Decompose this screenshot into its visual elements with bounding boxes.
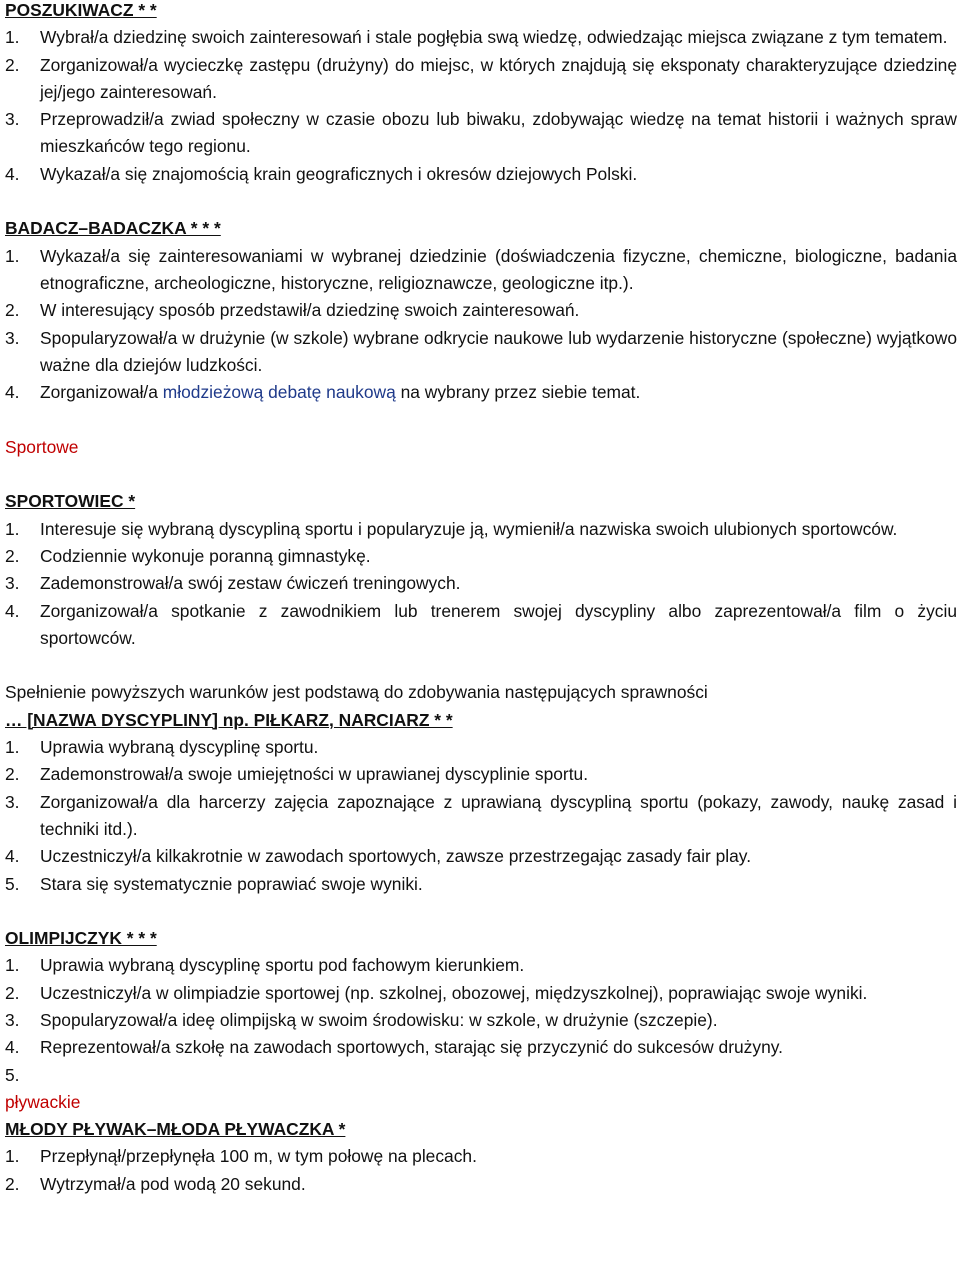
list-item: [5, 24, 957, 51]
item-text: Spopularyzował/a ideę olimpijską w swoim środowisku: w szkole, w drużynie (szczepie).: [40, 1009, 718, 1030]
list-item: [5, 243, 957, 298]
item-number: 2.: [5, 54, 20, 75]
item-text: Spopularyzował/a w drużynie (w szkole) wybrane odkrycie naukowe lub wydarzenie historyczne (społeczne) wyjątkowo ważne dla dziejów ludzkości.: [40, 327, 957, 375]
heading-olimpijczyk: OLIMPIJCZYK * * *: [5, 928, 157, 949]
item-number: 1.: [5, 1146, 20, 1167]
list-item: [5, 952, 957, 979]
list-item: [5, 570, 957, 597]
highlighted-phrase: młodzieżową debatę naukową: [162, 382, 396, 403]
heading-plywak: MŁODY PŁYWAK–MŁODA PŁYWACZKA *: [5, 1119, 346, 1140]
item-text: Reprezentował/a szkołę na zawodach sportowych, starając się przyczynić do sukcesów drużyny.: [40, 1037, 783, 1058]
list-item: [5, 1034, 957, 1061]
item-number: 4.: [5, 382, 20, 403]
item-number: 5.: [5, 1064, 20, 1085]
item-text: Zorganizował/a wycieczkę zastępu (drużyny) do miejsc, w których znajdują się eksponaty charakteryzujące dziedzinę jej/jego zainteresowań.: [40, 54, 957, 102]
item-number: 2.: [5, 764, 20, 785]
note-paragraph: Spełnienie powyższych warunków jest podstawą do zdobywania następujących sprawności: [5, 682, 708, 703]
list-item: [5, 1007, 957, 1034]
item-number: 3.: [5, 1009, 20, 1030]
spacer: [5, 652, 957, 679]
item-text: Wykazał/a się zainteresowaniami w wybranej dziedzinie (doświadczenia fizyczne, chemiczne, biologiczne, badania etnograficzne, archeologiczne, historyczne, religioznawcze, geologiczne itp.).: [40, 245, 957, 293]
item-number: 4.: [5, 846, 20, 867]
item-text: W interesujący sposób przedstawił/a dziedzinę swoich zainteresowań.: [40, 300, 580, 321]
list-item: [5, 843, 957, 870]
document-page: [5, 0, 957, 1198]
item-text: Przeprowadził/a zwiad społeczny w czasie obozu lub biwaku, zdobywając wiedzę na temat historii i ważnych spraw mieszkańców tego regionu.: [40, 109, 957, 157]
item-number: 1.: [5, 27, 20, 48]
item-text: Uprawia wybraną dyscyplinę sportu.: [40, 737, 319, 758]
section-heading-plywackie: pływackie: [5, 1091, 81, 1112]
item-number: 4.: [5, 163, 20, 184]
heading-dyscyplina: … [NAZWA DYSCYPLINY] np. PIŁKARZ, NARCIARZ * *: [5, 709, 453, 730]
list-item: [5, 52, 957, 107]
heading-sportowiec: SPORTOWIEC *: [5, 491, 136, 512]
list-item: [5, 1171, 957, 1198]
item-number: 1.: [5, 737, 20, 758]
item-number: 2.: [5, 545, 20, 566]
item-text: Uprawia wybraną dyscyplinę sportu pod fachowym kierunkiem.: [40, 955, 525, 976]
section-heading-sportowe: Sportowe: [5, 436, 79, 457]
list-item: [5, 761, 957, 788]
list-item: [5, 789, 957, 844]
item-number: 4.: [5, 1037, 20, 1058]
item-text: [40, 379, 957, 406]
item-text: Codziennie wykonuje poranną gimnastykę.: [40, 545, 371, 566]
list-item: [5, 980, 957, 1007]
item-number: 3.: [5, 573, 20, 594]
item-number: 3.: [5, 109, 20, 130]
item-number: 3.: [5, 791, 20, 812]
list-item: [5, 516, 957, 543]
item-number: 2.: [5, 300, 20, 321]
list-item: [5, 543, 957, 570]
list-item: [5, 1062, 957, 1089]
item-number: 5.: [5, 873, 20, 894]
item-text: Zademonstrował/a swój zestaw ćwiczeń treningowych.: [40, 573, 461, 594]
list-item: [5, 325, 957, 380]
item-text: Wytrzymał/a pod wodą 20 sekund.: [40, 1173, 306, 1194]
list-item: [5, 106, 957, 161]
item-text: Zorganizował/a spotkanie z zawodnikiem lub trenerem swojej dyscypliny albo zaprezentował/a film o życiu sportowców.: [40, 600, 957, 648]
item-number: 4.: [5, 600, 20, 621]
item-text: Uczestniczył/a kilkakrotnie w zawodach sportowych, zawsze przestrzegając zasady fair play.: [40, 846, 752, 867]
list-item: [5, 598, 957, 653]
list-item: [5, 297, 957, 324]
list-item: [5, 161, 957, 188]
spacer: [5, 461, 957, 488]
item-number: 3.: [5, 327, 20, 348]
heading-badacz: BADACZ–BADACZKA * * *: [5, 218, 221, 239]
item-text-start: Zorganizował/a: [40, 382, 163, 403]
item-text: Uczestniczył/a w olimpiadzie sportowej (np. szkolnej, obozowej, międzyszkolnej), poprawiając swoje wyniki.: [40, 982, 868, 1003]
item-number: 1.: [5, 955, 20, 976]
item-text: Stara się systematycznie poprawiać swoje wyniki.: [40, 873, 423, 894]
heading-poszukiwacz: POSZUKIWACZ * *: [5, 0, 157, 20]
item-text: Zorganizował/a dla harcerzy zajęcia zapoznające z uprawianą dyscypliną sportu (pokazy, zawody, naukę zasad i techniki itd.).: [40, 791, 957, 839]
list-item: [5, 871, 957, 898]
item-number: 1.: [5, 518, 20, 539]
item-text: Zademonstrował/a swoje umiejętności w uprawianej dyscyplinie sportu.: [40, 764, 589, 785]
list-item: [5, 734, 957, 761]
item-text: Interesuje się wybraną dyscypliną sportu i popularyzuje ją, wymienił/a nazwiska swoich ulubionych sportowców.: [40, 518, 898, 539]
spacer: [5, 898, 957, 925]
item-number: 2.: [5, 982, 20, 1003]
item-text: Wybrał/a dziedzinę swoich zainteresowań i stale pogłębia swą wiedzę, odwiedzając miejsca związane z tym tematem.: [40, 27, 948, 48]
item-number: 1.: [5, 245, 20, 266]
list-item: [5, 379, 957, 406]
item-text: Przepłynął/przepłynęła 100 m, w tym połowę na plecach.: [40, 1146, 477, 1167]
item-text-end: na wybrany przez siebie temat.: [395, 382, 641, 403]
item-text: Wykazał/a się znajomością krain geograficznych i okresów dziejowych Polski.: [40, 163, 638, 184]
spacer: [5, 188, 957, 215]
spacer: [5, 406, 957, 433]
list-item: [5, 1143, 957, 1170]
item-number: 2.: [5, 1173, 20, 1194]
